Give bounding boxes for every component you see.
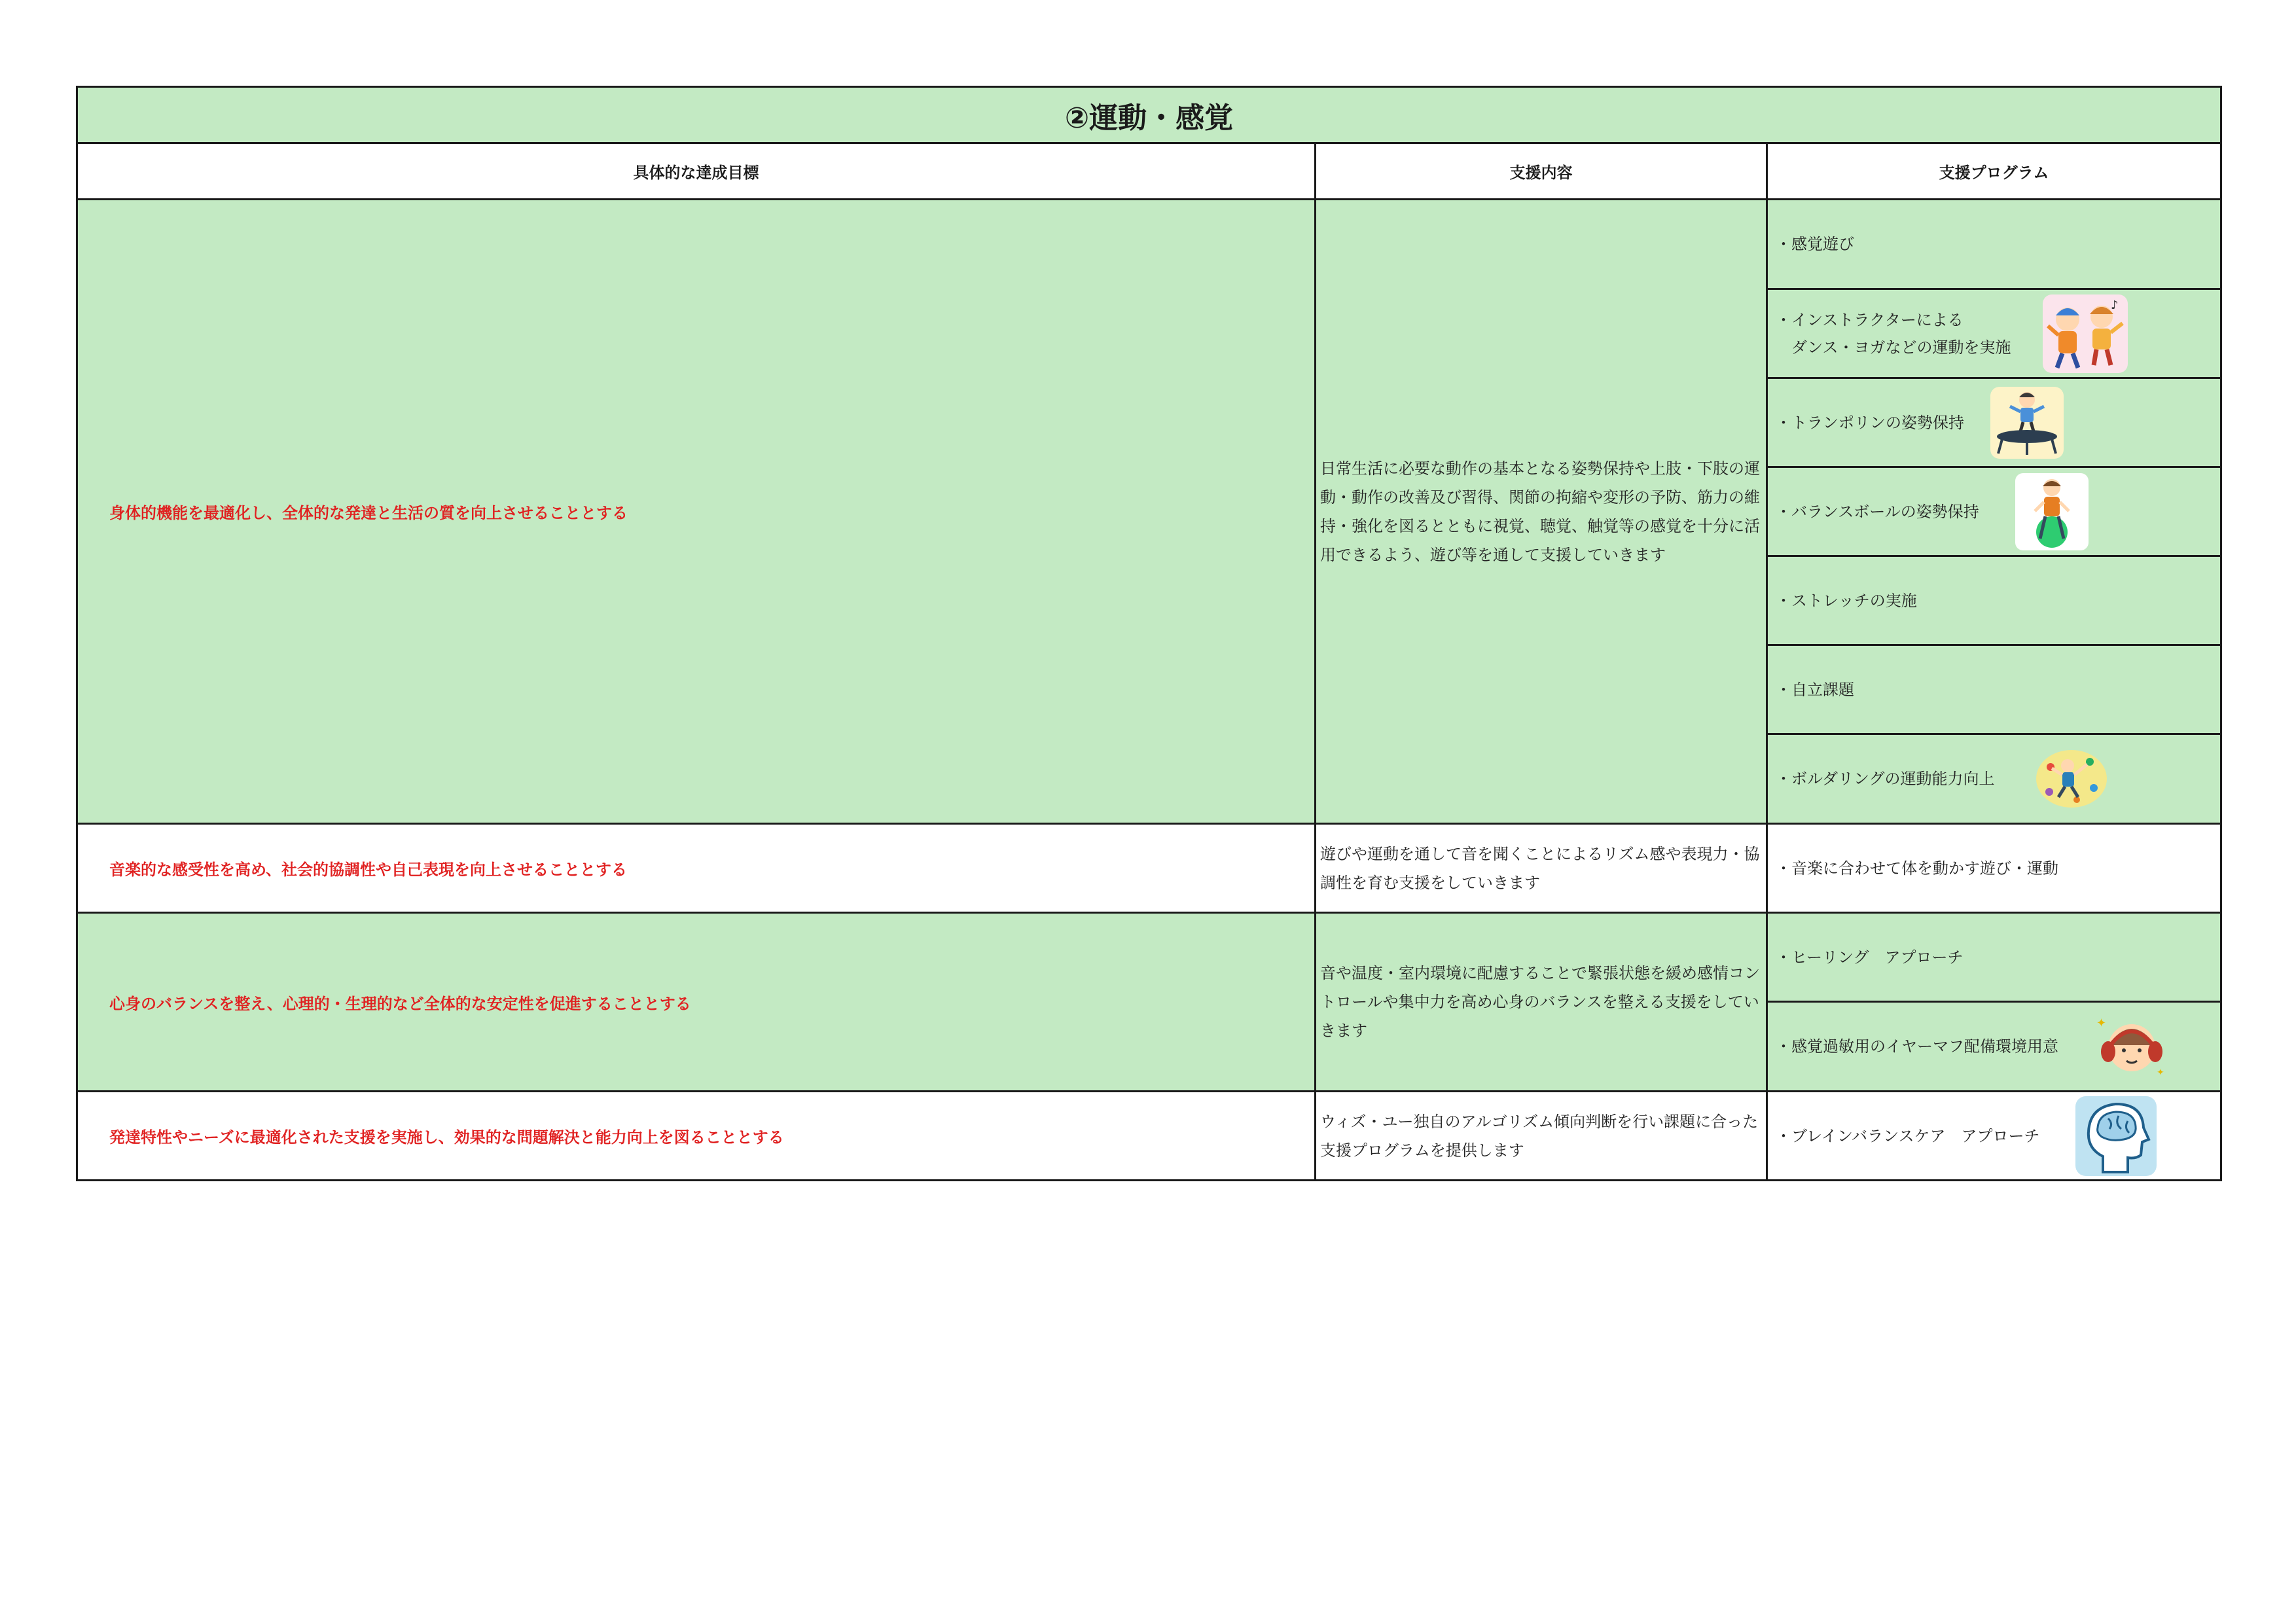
program-label: ・ブレインバランスケア アプローチ xyxy=(1776,1126,2040,1145)
dancing-kids-icon xyxy=(2043,294,2128,373)
program-cell xyxy=(1767,556,2221,645)
program-label: ・自立課題 xyxy=(1776,680,1854,699)
goal-cell: 音楽的な感受性を高め、社会的協調性や自己表現を向上させることとする xyxy=(77,824,1316,913)
program-label: ・ボルダリングの運動能力向上 xyxy=(1776,770,1995,788)
program-cell xyxy=(1767,645,2221,734)
header-goal: 具体的な達成目標 xyxy=(77,143,1316,200)
title-row xyxy=(77,87,2221,143)
header-program: 支援プログラム xyxy=(1767,143,2221,200)
program-cell xyxy=(1767,824,2221,913)
program-label: ・感覚遊び xyxy=(1776,235,1854,253)
section-4-row xyxy=(77,1092,2221,1181)
earmuff-child-icon xyxy=(2095,1012,2168,1080)
bouldering-icon xyxy=(2035,747,2108,810)
program-cell xyxy=(1767,734,2221,824)
svg-text:♪: ♪ xyxy=(2111,298,2119,312)
document-sheet xyxy=(76,86,2220,1181)
program-cell xyxy=(1767,1002,2221,1092)
svg-text:✦: ✦ xyxy=(2157,1067,2164,1078)
program-label: ・インストラクターによる ダンス・ヨガなどの運動を実施 xyxy=(1776,310,2011,357)
balance-ball-icon xyxy=(2015,473,2089,550)
support-cell: 音や温度・室内環境に配慮することで緊張状態を緩め感情コントロールや集中力を高め心身のバランスを整える支援をしていきます xyxy=(1316,913,1767,1092)
program-label: ・ヒーリング アプローチ xyxy=(1776,948,1964,967)
goal-cell: 心身のバランスを整え、心理的・生理的など全体的な安定性を促進することとする xyxy=(77,913,1316,1092)
program-cell xyxy=(1767,913,2221,1002)
goal-cell: 身体的機能を最適化し、全体的な発達と生活の質を向上させることとする xyxy=(77,200,1316,824)
support-plan-table xyxy=(76,86,2222,1181)
program-cell xyxy=(1767,289,2221,378)
page-title: ②運動・感覚 xyxy=(77,87,2221,143)
program-label: ・音楽に合わせて体を動かす遊び・運動 xyxy=(1776,859,2058,878)
program-cell xyxy=(1767,378,2221,467)
support-cell: 日常生活に必要な動作の基本となる姿勢保持や上肢・下肢の運動・動作の改善及び習得、関節の拘縮や変形の予防、筋力の維持・強化を図るとともに視覚、聴覚、触覚等の感覚を十分に活用できるよう、遊び等を通して支援していきます xyxy=(1316,200,1767,824)
program-cell xyxy=(1767,1092,2221,1181)
svg-text:✦: ✦ xyxy=(2096,1016,2107,1030)
program-label: ・ストレッチの実施 xyxy=(1776,591,1917,610)
program-label: ・感覚過敏用のイヤーマフ配備環境用意 xyxy=(1776,1037,2058,1056)
program-cell xyxy=(1767,200,2221,289)
section-3-row xyxy=(77,913,2221,1002)
header-support: 支援内容 xyxy=(1316,143,1767,200)
program-label: ・トランポリンの姿勢保持 xyxy=(1776,413,1964,432)
section-2-row xyxy=(77,824,2221,913)
goal-cell: 発達特性やニーズに最適化された支援を実施し、効果的な問題解決と能力向上を図ることとする xyxy=(77,1092,1316,1181)
program-cell xyxy=(1767,467,2221,556)
brain-head-icon xyxy=(2075,1096,2157,1176)
support-cell: ウィズ・ユー独自のアルゴリズム傾向判断を行い課題に合った支援プログラムを提供します xyxy=(1316,1092,1767,1181)
header-row xyxy=(77,143,2221,200)
trampoline-icon xyxy=(1990,387,2064,459)
section-1-row xyxy=(77,200,2221,289)
support-cell: 遊びや運動を通して音を聞くことによるリズム感や表現力・協調性を育む支援をしていきます xyxy=(1316,824,1767,913)
program-label: ・バランスボールの姿勢保持 xyxy=(1776,502,1979,521)
